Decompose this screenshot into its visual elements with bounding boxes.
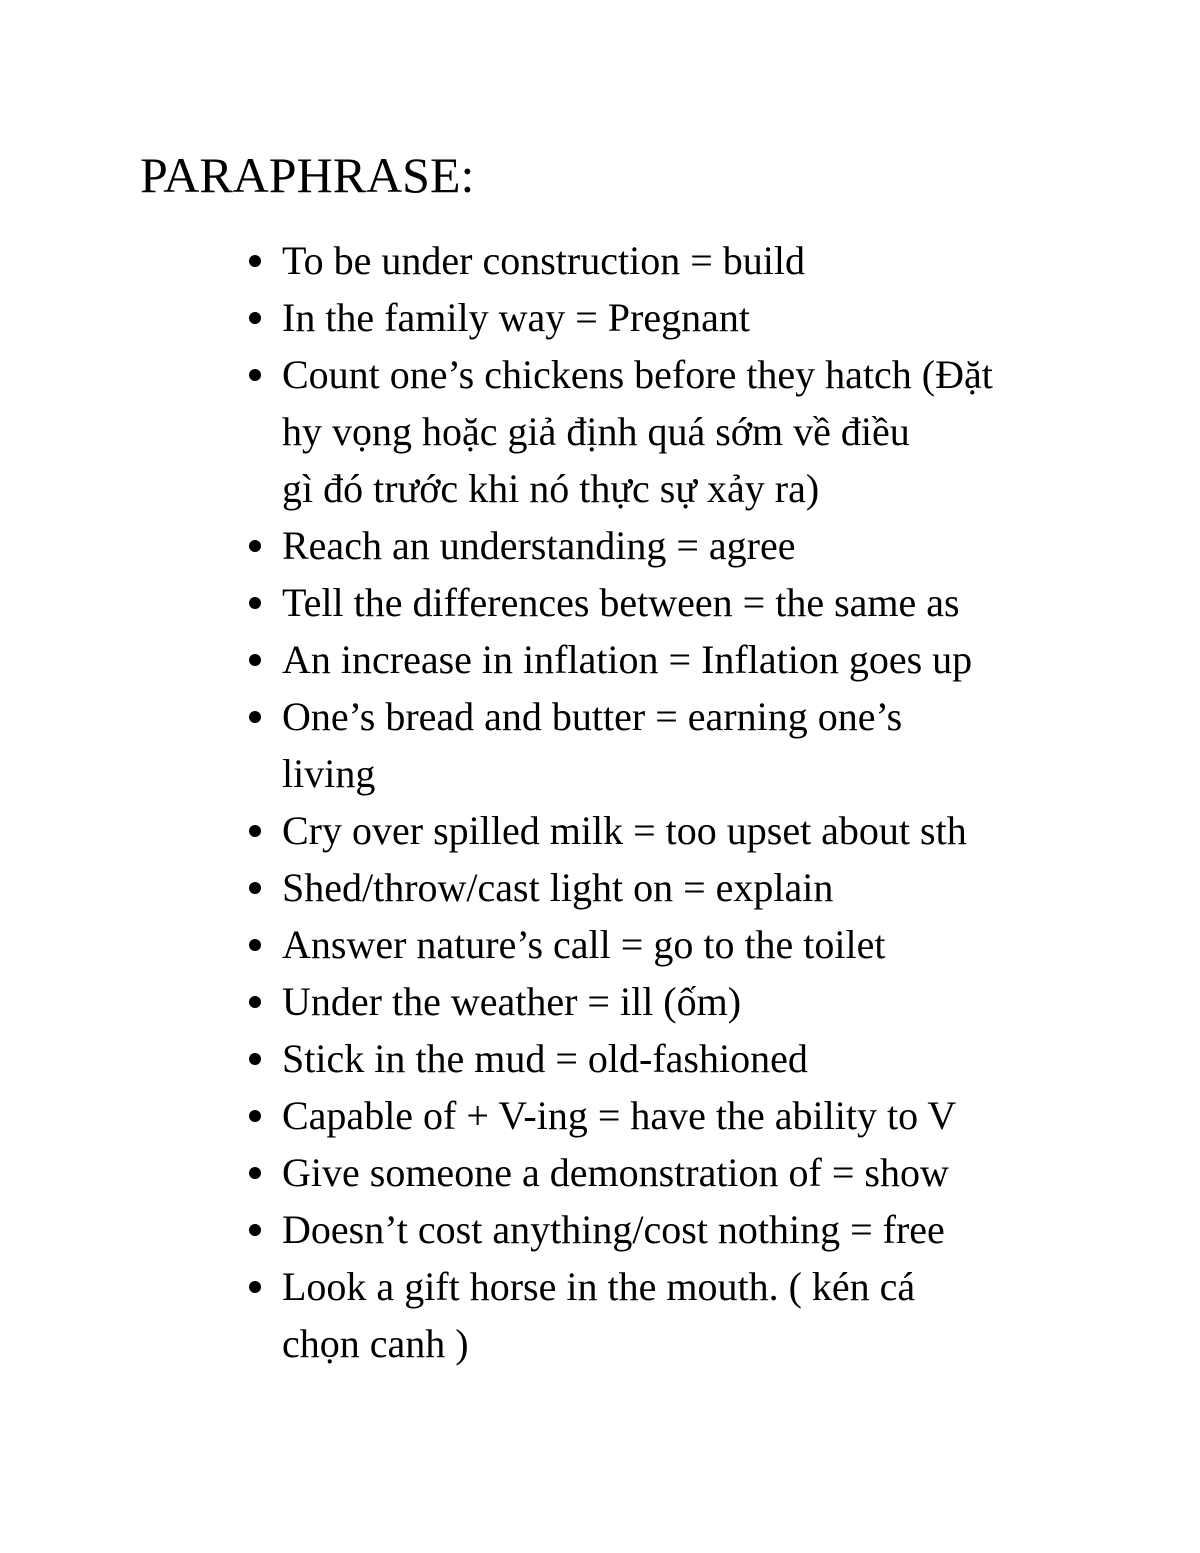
list-item	[0, 1144, 1072, 1201]
bullet-icon	[249, 255, 261, 267]
bullet-icon	[249, 1053, 261, 1065]
list-item-text: In the family way = Pregnant	[282, 295, 750, 340]
bullet-icon	[249, 312, 261, 324]
bullet-icon	[249, 540, 261, 552]
list-item	[0, 916, 1072, 973]
list-item-text: Under the weather = ill (ốm)	[282, 979, 742, 1024]
list-item-text: An increase in inflation = Inflation goes up	[282, 637, 973, 682]
list-item	[0, 1087, 1072, 1144]
list-item	[0, 688, 1072, 802]
bullet-icon	[249, 369, 261, 381]
list-item-text: Cry over spilled milk = too upset about sth	[282, 808, 967, 853]
list-item	[0, 859, 1072, 916]
bullet-icon	[249, 597, 261, 609]
list-item-text: hy vọng hoặc giả định quá sớm về điều	[282, 409, 910, 454]
list-item	[0, 1201, 1072, 1258]
list-item	[0, 574, 1072, 631]
list-item-text: living	[282, 751, 376, 796]
list-item-text: To be under construction = build	[282, 238, 805, 283]
list-item-text: One’s bread and butter = earning one’s	[282, 694, 903, 739]
list-item	[0, 1258, 1072, 1372]
bullet-icon	[249, 825, 261, 837]
list-item-text: Reach an understanding = agree	[282, 523, 796, 568]
list-item-text: Count one’s chickens before they hatch (Đặt	[282, 352, 993, 397]
list-item-text: Stick in the mud = old-fashioned	[282, 1036, 808, 1081]
list-item	[0, 289, 1072, 346]
list-item	[0, 631, 1072, 688]
list-item	[0, 517, 1072, 574]
bullet-icon	[249, 996, 261, 1008]
bullet-icon	[249, 711, 261, 723]
list-item-text: gì đó trước khi nó thực sự xảy ra)	[282, 466, 820, 511]
list-item-text: Look a gift horse in the mouth. ( kén cá	[282, 1264, 916, 1309]
bullet-icon	[249, 1281, 261, 1293]
bullet-icon	[249, 882, 261, 894]
list-item-text: Tell the differences between = the same as	[282, 580, 960, 625]
list-item-text: Capable of + V-ing = have the ability to V	[282, 1093, 957, 1138]
list-item-text: Answer nature’s call = go to the toilet	[282, 922, 886, 967]
paraphrase-list	[0, 232, 1200, 1372]
list-item	[0, 232, 1072, 289]
bullet-icon	[249, 1167, 261, 1179]
list-item	[0, 973, 1072, 1030]
list-item-text: Doesn’t cost anything/cost nothing = free	[282, 1207, 945, 1252]
bullet-icon	[249, 654, 261, 666]
list-item	[0, 346, 1072, 517]
list-item-text: Shed/throw/cast light on = explain	[282, 865, 834, 910]
list-item-text: chọn canh )	[282, 1321, 469, 1366]
page-title: PARAPHRASE:	[140, 147, 475, 203]
bullet-icon	[249, 1224, 261, 1236]
bullet-icon	[249, 939, 261, 951]
list-item-text: Give someone a demonstration of = show	[282, 1150, 949, 1195]
bullet-icon	[249, 1110, 261, 1122]
list-item	[0, 802, 1072, 859]
list-item	[0, 1030, 1072, 1087]
